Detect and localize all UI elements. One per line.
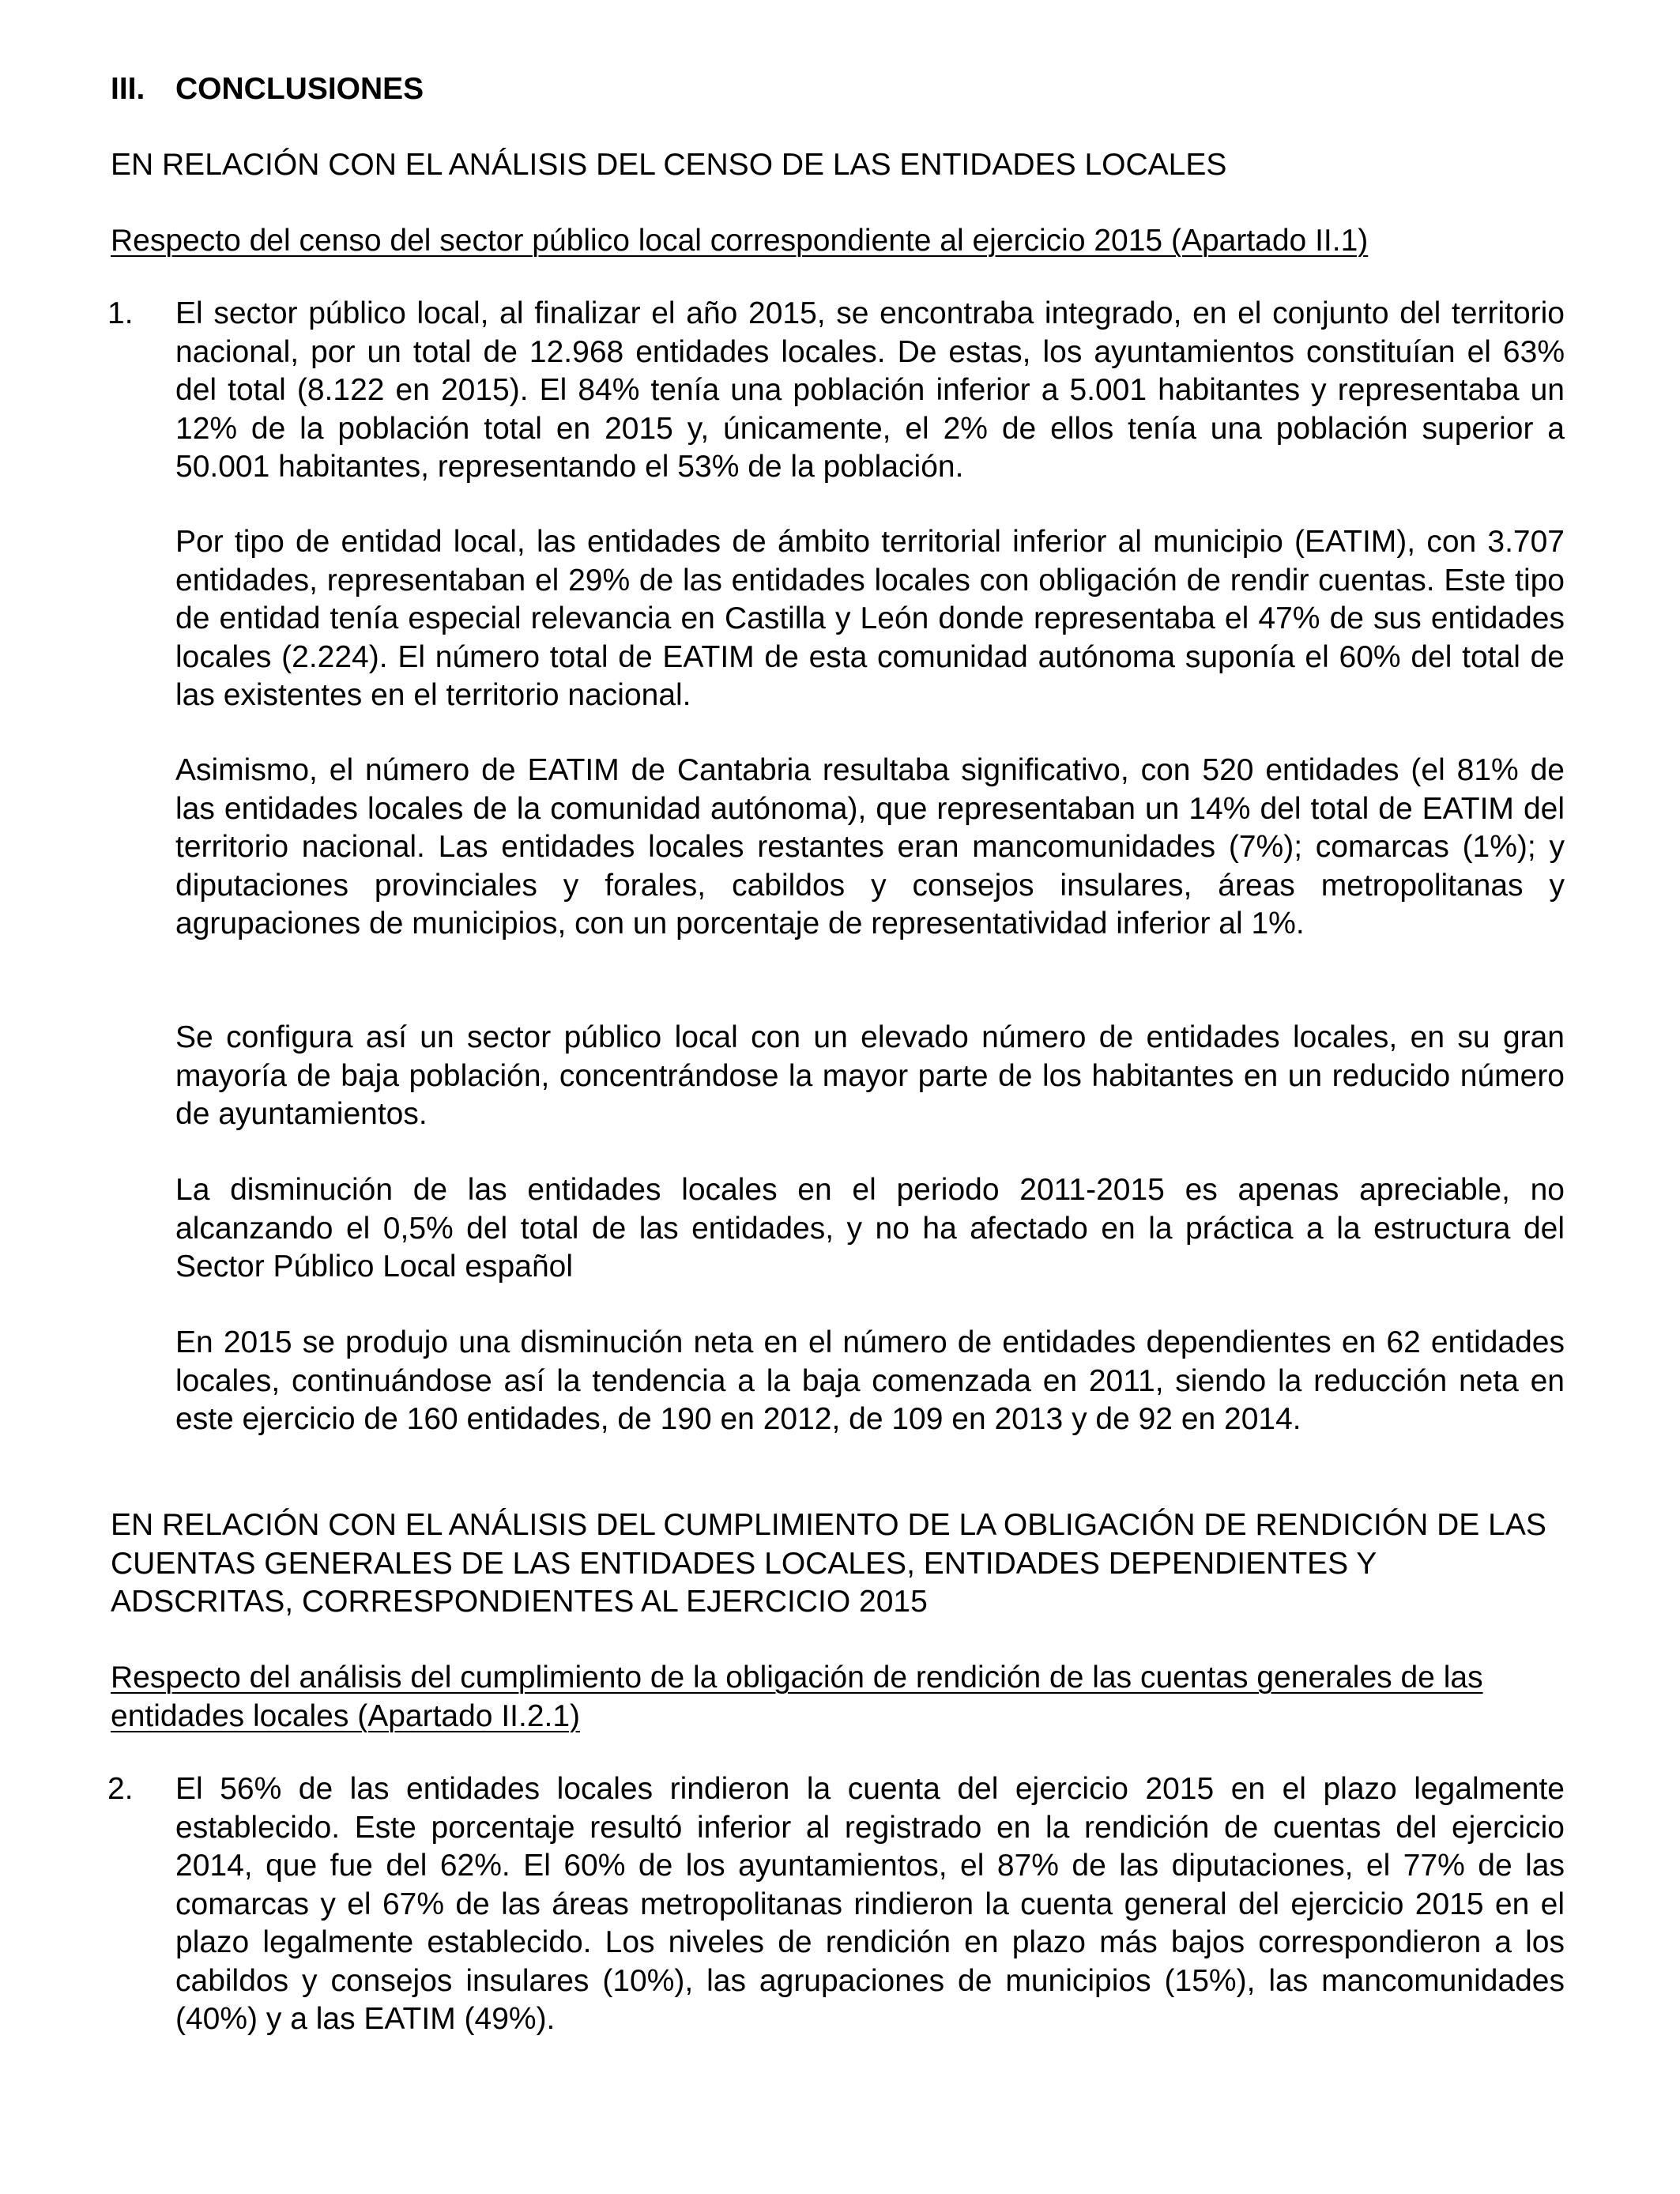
heading-cumplimiento: EN RELACIÓN CON EL ANÁLISIS DEL CUMPLIMIENTO DE LA OBLIGACIÓN DE RENDICIÓN DE LAS CUENTAS GENERALES DE LAS ENTIDADES LOCALES, ENTIDADES DEPENDIENTES Y ADSCRITAS, CORRESPONDIENTES AL EJERCICIO 2015 (111, 1508, 1546, 1619)
section-title-text: CONCLUSIONES (175, 72, 424, 106)
item-2-marker: 2. (107, 1772, 134, 1806)
item-1-paragraph-3: Asimismo, el número de EATIM de Cantabria resultaba significativo, con 520 entidades (el 81% de las entidades locales de la comunidad autónoma), que representaban un 14% del total de EATIM del territorio nacional. Las entidades locales restantes eran mancomunidades (7%); comarcas (1%); y diputaciones provinciales y forales, cabildos y consejos insulares, áreas metropolitanas y agrupaciones de municipios, con un porcentaje de representatividad inferior al 1%. (175, 753, 1565, 941)
section-number: III. (111, 72, 145, 106)
item-1-paragraph-5: La disminución de las entidades locales en el periodo 2011-2015 es apenas apreciable, no alcanzando el 0,5% del total de las entidades, y no ha afectado en la práctica a la estructura del Sector Público Local español (175, 1173, 1565, 1284)
subheading-cumplimiento: Respecto del análisis del cumplimiento de la obligación de rendición de las cuentas generales de las entidades locales (Apartado II.2.1) (111, 1661, 1483, 1733)
item-1-paragraph-2: Por tipo de entidad local, las entidades de ámbito territorial inferior al municipio (EATIM), con 3.707 entidades, representaban el 29% de las entidades locales con obligación de rendir cuentas. Este tipo de entidad tenía especial relevancia en Castilla y León donde representaba el 47% de sus entidades locales (2.224). El número total de EATIM de esta comunidad autónoma suponía el 60% del total de las existentes en el territorio nacional. (175, 525, 1565, 712)
heading-censo: EN RELACIÓN CON EL ANÁLISIS DEL CENSO DE LAS ENTIDADES LOCALES (111, 148, 1227, 182)
item-1-paragraph-4: Se configura así un sector público local con un elevado número de entidades locales, en su gran mayoría de baja población, concentrándose la mayor parte de los habitantes en un reducido número de ayuntamientos. (175, 1020, 1565, 1131)
item-1-paragraph-6: En 2015 se produjo una disminución neta en el número de entidades dependientes en 62 entidades locales, continuándose así la tendencia a la baja comenzada en 2011, siendo la reducción neta en este ejercicio de 160 entidades, de 190 en 2012, de 109 en 2013 y de 92 en 2014. (175, 1325, 1565, 1436)
section-title (111, 70, 424, 108)
item-1-paragraph-1: El sector público local, al finalizar el año 2015, se encontraba integrado, en el conjunto del territorio nacional, por un total de 12.968 entidades locales. De estas, los ayuntamientos constituían el 63% del total (8.122 en 2015). El 84% tenía una población inferior a 5.001 habitantes y representaba un 12% de la población total en 2015 y, únicamente, el 2% de ellos tenía una población superior a 50.001 habitantes, representando el 53% de la población. (175, 296, 1565, 484)
subheading-censo: Respecto del censo del sector público local correspondiente al ejercicio 2015 (Apartado II.1) (111, 224, 1369, 258)
item-1-marker: 1. (107, 296, 134, 330)
item-2-paragraph-1: El 56% de las entidades locales rindieron la cuenta del ejercicio 2015 en el plazo legalmente establecido. Este porcentaje resultó inferior al registrado en la rendición de cuentas del ejercicio 2014, que fue del 62%. El 60% de los ayuntamientos, el 87% de las diputaciones, el 77% de las comarcas y el 67% de las áreas metropolitanas rindieron la cuenta general del ejercicio 2015 en el plazo legalmente establecido. Los niveles de rendición en plazo más bajos correspondieron a los cabildos y consejos insulares (10%), las agrupaciones de municipios (15%), las mancomunidades (40%) y a las EATIM (49%). (175, 1772, 1565, 2036)
